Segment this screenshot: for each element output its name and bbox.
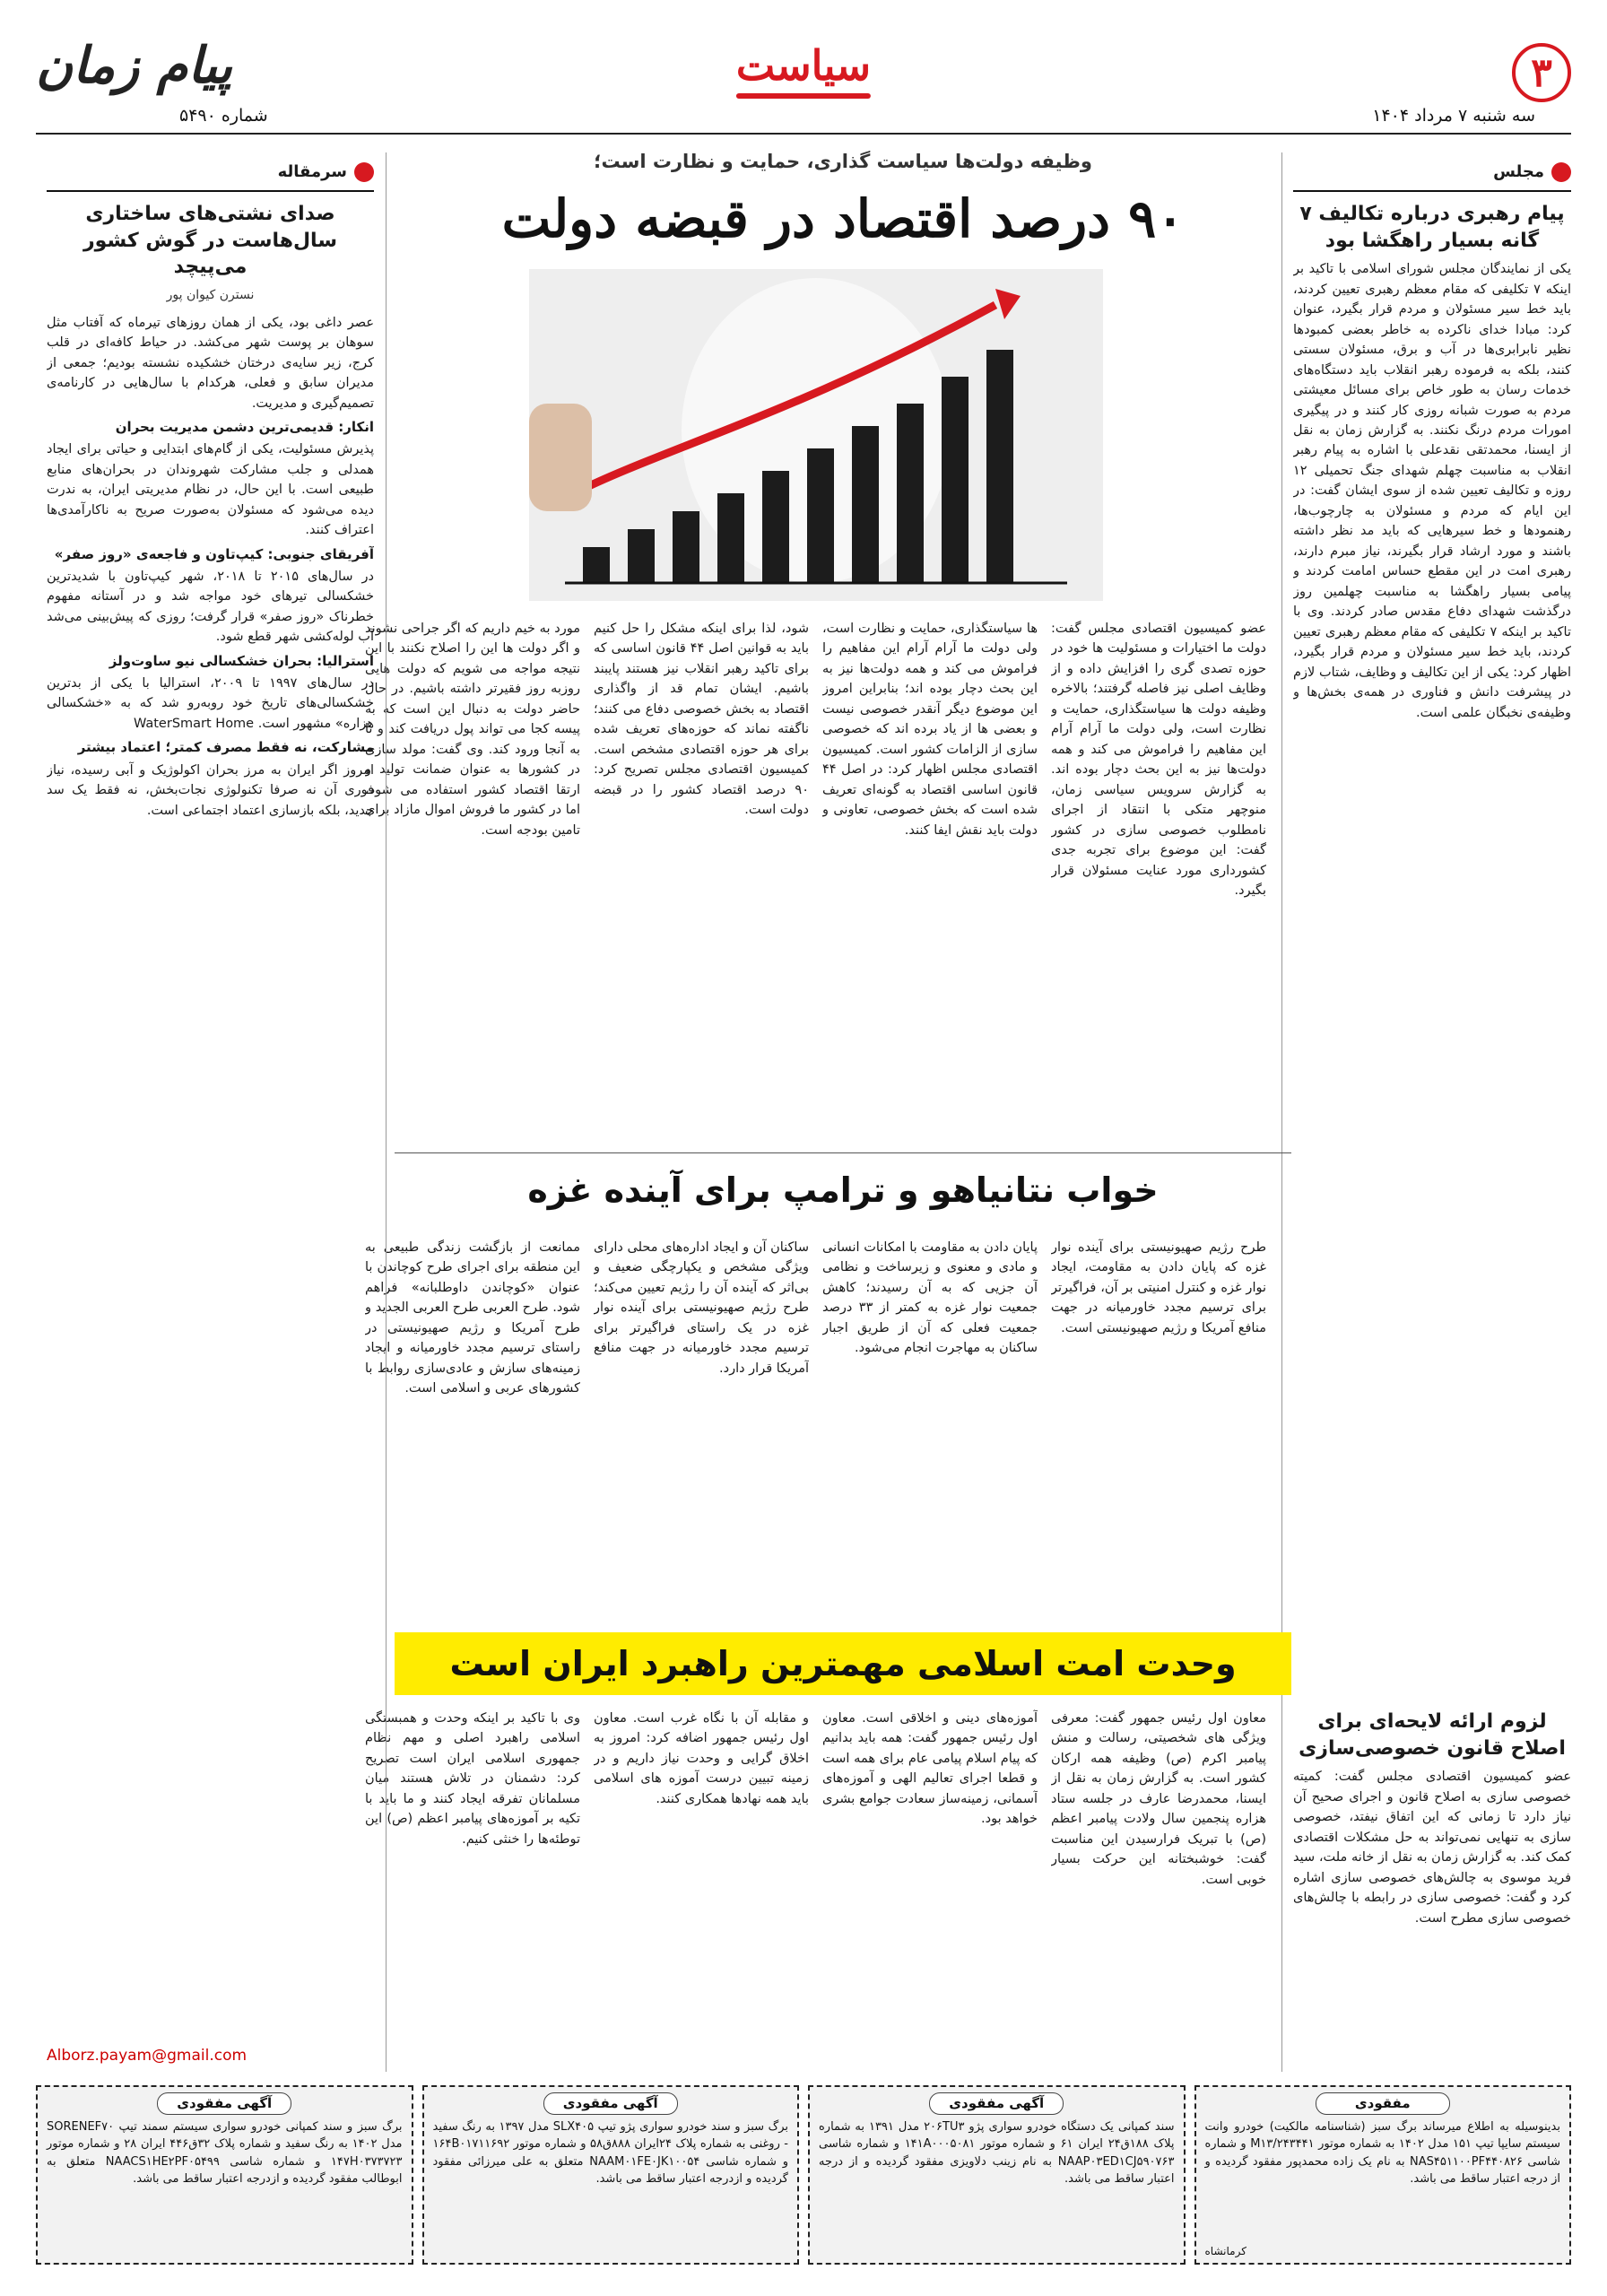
gaza-col1 [1051, 1238, 1266, 1614]
paragraph: طرح رژیم صهیونیستی برای آینده نوار غزه که پایان دادن به مقاومت، ایجاد نوار غزه و کنترل امنیتی بر آن، فراگیرتر برای ترسیم مجدد خاورمیانه در جهت منافع آمریکا و رژیم صهیونیستی است. [1051, 1240, 1266, 1335]
gaza-col4 [365, 1238, 580, 1614]
section-rule [395, 1152, 1291, 1153]
article-title: لزوم ارائه لایحه‌ای برای اصلاح قانون خصوصی‌سازی [1299, 1710, 1566, 1760]
main-story-col4 [365, 619, 580, 1121]
gaza-col2 [822, 1238, 1038, 1614]
unity-col1 [1051, 1709, 1266, 2067]
ad-text: برگ سبز و سند کمپانی خودرو سواری سیستم سمند تیپ SORENEF۷۰ مدل ۱۴۰۲ به رنگ سفید و شماره پلاک ۳۲ق۴۴۶ ایران ۲۸ و شماره موتور ۱۴۷H۰۳۷۳۷۲۳ و شماره شاسی NAACS۱HE۲PF۰۵۴۹۹ متعلق به ابوطالب مفقود گردیده و ازدرجه اعتبار ساقط می باشد. [47, 2119, 403, 2186]
paragraph: آموزه‌های دینی و اخلاقی است. معاون اول رئیس جمهور گفت: همه باید بدانیم که پیام اسلام پیامی عام برای همه است و قطعا اجرای تعالیم الهی و آموزه‌های آسمانی، زمینه‌ساز سعادت جوامع بشری خواهد بود. [822, 1711, 1038, 1827]
contact-email-link[interactable]: Alborz.payam@gmail.com [47, 2047, 248, 2065]
section-title: سیاست [736, 41, 871, 99]
ad-text: سند کمپانی یک دستگاه خودرو سواری پژو ۲۰۶TU۳ مدل ۱۳۹۱ به شماره پلاک ۱۸۸ق۲۴ ایران ۶۱ و شماره موتور ۱۴۱A۰۰۰۵۰۸۱ و شماره شاسی NAAP۰۳ED۱CJ۵۹۰۷۶۳ به نام زینب دلاویزی مفقود گردیده و از درجه اعتبار ساقط می باشد. [819, 2119, 1175, 2186]
main-story-col3 [594, 619, 809, 1121]
tag-label: سرمقاله [277, 162, 347, 181]
paragraph: پذیرش مسئولیت، یکی از گام‌های ابتدایی و حیاتی برای ایجاد همدلی و جلب مشارکت شهروندان در بحران‌های منابع طبیعی است. با این حال، در نظام مدیریتی ایران، به ندرت دیده می‌شود که مسئولان به‌صورت صریح به ناکارآمدی‌ها اعتراف کنند. [47, 442, 374, 538]
ad-title: آگهی مفقودی [929, 2092, 1064, 2115]
unity-col4 [365, 1709, 580, 2067]
classified-ad [808, 2085, 1186, 2265]
subheading: آفریقای جنوبی: کیپ‌تاون و فاجعه‌ی «روز صفر» [54, 545, 374, 562]
editorial-column [47, 160, 374, 2039]
paragraph: عصر داغی بود، یکی از همان روزهای تیرماه که آفتاب مثل سوهان بر پوست شهر می‌کشد. در حیاط کافه‌ای در قلب کرج، زیر سایه‌ی درختان خشکیده نشسته بودیم؛ جمعی از مدیران سابق و فعلی، هرکدام با سال‌هایی در کارنامه‌ی تصمیم‌گیری و مدیریت. [47, 315, 374, 411]
article-body: یکی از نمایندگان مجلس شورای اسلامی با تاکید بر اینکه ۷ تکلیفی که مقام معظم رهبری تعیین کردند، باید خط سیر مسئولان و مردم قرار بگیرد، عنوان کرد: مبادا خدای ناکرده به خاطر بعضی کمبودها نظیر نابرابری‌ها در آب و برق، مسئولان سستی کنند، بلکه به فرموده رهبر انقلاب باید دستگاه‌های خدمات رسان به طور خاص برای مسائل معیشتی مردم به صورت شبانه روزی کار کنند و در پیگیری امورات مردم درنگ نکنند. به گزارش زمان به نقل از ایسنا، محمدتقی نقدعلی با اشاره به پیام رهبر انقلاب به مناسبت چهلم شهدای جنگ تحمیلی ۱۲ روزه و تکالیف تعیین شده از سوی ایشان گفت: در این ایام که مردم و مسئولان به چارچوب‌ها، رهنمودها و خط سیرهایی که باید مد نظر داشته باشند و مورد ارشاد قرار بگیرند، نیاز مبرم دارند، رهبری امت در این مقطع حساس امامت کردند و پیامی بسیار راهگشا به مناسبت چهلمین روز درگذشت شهدای دفاع مقدس صادر کردند. وی با تاکید بر اینکه ۷ تکلیفی که مقام معظم رهبری تعیین کردند، باید خط سیر مسئولان و مردم قرار بگیرد، اظهار کرد: یکی از این تکالیف و وظایف، شتاب لازم در پیشرفت دانش و فناوری در همه‌ی بخش‌ها و وظیفه‌ی نخبگان علمی است. [1293, 262, 1571, 720]
paragraph: در سال‌های ۱۹۹۷ تا ۲۰۰۹، استرالیا با یکی از بدترین خشکسالی‌های تاریخ خود روبه‌رو شد که به «خشکسالی هزاره» مشهور است. WaterSmart Home [47, 675, 374, 731]
issue-number: شماره ۵۴۹۰ [179, 106, 268, 126]
main-story-col2 [822, 619, 1038, 1121]
subheading: مشارکت، نه فقط مصرف کمتر؛ اعتماد بیشتر [77, 739, 374, 756]
ad-title: آگهی مفقودی [543, 2092, 678, 2115]
unity-banner-headline: وحدت امت اسلامی مهمترین راهبرد ایران است [395, 1632, 1291, 1695]
classified-ad [36, 2085, 413, 2265]
unity-col3 [594, 1709, 809, 2067]
article-title: پیام رهبری درباره تکالیف ۷ گانه بسیار راهگشا بود [1299, 202, 1565, 252]
paragraph: امروز اگر ایران به مرز بحران اکولوژیک و آبی رسیده، نیاز فوری آن نه صرفا تکنولوژی نجات‌بخش، نه فقط یک سد جدید، بلکه بازسازی اعتماد اجتماعی است. [47, 762, 374, 818]
ad-text: برگ سبز و سند خودرو سواری پژو تیپ SLX۴۰۵ مدل ۱۳۹۷ به رنگ سفید - روغنی به شماره پلاک ۲۴ایران ۸۸۸ق۵۸ و شماره موتور ۱۶۴B۰۱۷۱۱۶۹۲ و شماره شاسی NAAM۰۱FE۰JK۱۰۰۵۴ متعلق به علی میرزائی مفقود گردیده و ازدرجه اعتبار ساقط می باشد. [432, 2119, 788, 2186]
paragraph: معاون اول رئیس جمهور گفت: معرفی ویژگی های شخصیتی، رسالت و منش پیامبر اکرم (ص) وظیفه همه ارکان کشور است. به گزارش زمان به نقل از ایسنا، محمدرضا عارف در جلسه ستاد هزاره پنجمین سال ولادت پیامبر اعظم (ص) با تبریک فرارسیدن این مناسبت گفت: خوشبختانه این حرکت بسیار خوبی است. [1051, 1711, 1266, 1887]
classified-ad [1194, 2085, 1572, 2265]
bullet-icon [354, 162, 374, 182]
column-divider [386, 152, 387, 2072]
paragraph: شود، لذا برای اینکه مشکل را حل کنیم باید به قوانین اصل ۴۴ قانون اساسی که برای تاکید رهبر انقلاب نیز هستند پایبند باشیم. ایشان تمام قد از واگذاری اقتصاد به بخش خصوصی دفاع می کنند؛ ناگفته نماند که حوزه‌های تعریف شده برای هر حوزه اقتصادی مشخص است. کمیسیون اقتصادی مجلس تصریح کرد: ۹۰ درصد اقتصاد کشور را در قبضه دولت است. [594, 622, 809, 818]
ad-title: مفقودی [1316, 2092, 1450, 2115]
gaza-headline: خواب نتانیاهو و ترامپ برای آینده غزه [527, 1170, 1159, 1210]
main-headline: ۹۰ درصد اقتصاد در قبضه دولت [501, 188, 1185, 249]
subheading: استرالیا: بحران خشکسالی نیو ساوت‌ولز [109, 652, 374, 669]
editorial-title: صدای نشتی‌های ساختاری سال‌هاست در گوش کشور می‌پیچد [83, 202, 337, 279]
tag-label: مجلس [1493, 162, 1544, 181]
gaza-col3 [594, 1238, 809, 1614]
right-column-bottom [1293, 1709, 1571, 2067]
paragraph: و مقابله آن با نگاه غرب است. معاون اول رئیس جمهور اضافه کرد: امروز به اخلاق گرایی و وحدت نیاز داریم و در زمینه تبیین درست آموزه های اسلامی باید همه نهادها همکاری کنند. [594, 1711, 809, 1806]
issue-date: سه شنبه ۷ مرداد ۱۴۰۴ [1372, 106, 1535, 126]
right-column [1293, 160, 1571, 1846]
paragraph: وی با تاکید بر اینکه وحدت و همبستگی اسلامی راهبرد اصلی و مهم نظام جمهوری اسلامی ایران است تصریح کرد: دشمنان در تلاش هستند میان مسلمانان تفرقه ایجاد کنند و ما باید با تکیه بر آموزه‌های پیامبر اعظم (ص) این توطئه‌ها را خنثی کنیم. [365, 1711, 580, 1847]
subheading: انکار: قدیمی‌ترین دشمن مدیریت بحران [115, 418, 374, 435]
main-story-col1 [1051, 619, 1266, 1121]
header-rule [36, 133, 1571, 135]
paragraph: پایان دادن به مقاومت با امکانات انسانی و مادی و معنوی و زیرساخت و نظامی آن جزیی که به آن رسیدند؛ کاهش جمعیت نوار غزه به کمتر از ۳۳ درصد جمعیت فعلی که آن از طریق اجبار ساکنان به مهاجرت انجام می‌شود. [822, 1240, 1038, 1356]
paragraph: ها سیاستگذاری، حمایت و نظارت است، ولی دولت ما آرام آرام این مفاهیم را فراموش می کند و همه دولت‌ها نیز به این بحث دچار بوده اند؛ بنابراین امروز این موضوع دیگر آنقدر خصوصی نیست و بعضی ها از یاد برده اند که خصوصی سازی از الزامات کشور است. کمیسیون اقتصادی مجلس اظهار کرد: در اصل ۴۴ قانون اساسی اقتصاد به گونه‌ای تعریف شده است که بخش خصوصی، تعاونی و دولت باید نقش ایفا کنند. [822, 622, 1038, 838]
paragraph: ممانعت از بازگشت زندگی طبیعی به این منطقه برای اجرای طرح کوچاندن با عنوان «کوچاندن داوطلبانه» فراهم شود. طرح العربی طرح العربی الجدید و طرح آمریکا و رژیم صهیونیستی در راستای ترسیم مجدد خاورمیانه و ایجاد زمینه‌های سازش و عادی‌سازی روابط با کشورهای عربی و اسلامی است. [365, 1240, 580, 1396]
brand-logo: پیام زمان [36, 36, 232, 95]
ad-text: بدینوسیله به اطلاع میرساند برگ سبز (شناسنامه مالکیت) خودرو وانت سیستم سایپا تیپ ۱۵۱ مدل ۱۴۰۲ به شماره موتور M۱۳/۲۴۳۴۴۱ و شماره شاسی NAS۴۵۱۱۰۰PF۴۴۰۸۲۶ به نام یک زاده محمدپور مفقود گردیده و از درجه اعتبار ساقط می باشد. [1204, 2119, 1560, 2186]
author-byline: نسترن کیوان پور [166, 287, 255, 302]
paragraph: مورد به خیم داریم که اگر جراحی نشوند و اگر دولت ها این را اصلاح نکنند با این نتیجه مواجه می شویم که دولت هایی روزبه روز فقیرتر داشته باشیم. در حال حاضر دولت به دنبال این است که به پیسه کجا می تواند پول دریافت کند و تا به آنجا ورود کند. وی گفت: مولد سازی در کشورها به عنوان ضمانت تولید و ارتقا اقتصاد کشور استفاده می شود، اما در کشور ما فروش اموال مازاد برای تامین بودجه است. [365, 622, 580, 838]
bullet-icon [1551, 162, 1571, 182]
growth-chart-photo [529, 269, 1103, 601]
section-tag [47, 160, 374, 192]
column-divider [1281, 152, 1282, 2072]
unity-col2 [822, 1709, 1038, 2067]
paragraph: ساکنان آن و ایجاد اداره‌های محلی دارای ویژگی مشخص و یکپارچگی ضعیف و بی‌اثر که آینده آن را رژیم تعیین می‌کند؛ طرح رژیم صهیونیستی برای آینده نوار غزه در یک راستای فراگیرتر برای ترسیم مجدد خاورمیانه در جهت منافع آمریکا قرار دارد. [594, 1240, 809, 1376]
article-body: عضو کمیسیون اقتصادی مجلس گفت: کمیته خصوصی سازی به اصلاح قانون و اجرای صحیح آن نیاز دارد تا زمانی که این اتفاق نیفتد، خصوصی سازی به تنهایی نمی‌تواند به حل مشکلات اقتصادی کمک کند. به گزارش زمان به نقل از خانه ملت، سید فرید موسوی به چالش‌های خصوصی سازی اشاره کرد و گفت: خصوصی سازی در رابطه با چالش‌های خصوصی سازی مطرح است. [1293, 1770, 1571, 1926]
section-tag [1293, 160, 1571, 192]
ad-title: آگهی مفقودی [157, 2092, 291, 2115]
page-number: ۳ [1512, 43, 1571, 102]
paragraph: عضو کمیسیون اقتصادی مجلس گفت: دولت ما اختیارات و مسئولیت ها خود در حوزه تصدی گری را افزایش داده و از وظایف اصلی نیز فاصله گرفتند؛ بالاخره وظیفه دولت ها سیاستگذاری، حمایت و نظارت است، ولی دولت ما آرام آرام این مفاهیم را فراموش می کند و همه دولت‌ها نیز به این بحث دچار بوده اند. به گزارش سرویس سیاسی زمان، منوچهر متکی با انتقاد از اجرای نامطلوب خصوصی سازی در کشور گفت: این موضوع برای تجربه جدی کشورداری مورد عنایت مسئولان قرار بگیرد. [1051, 622, 1266, 899]
paragraph: در سال‌های ۲۰۱۵ تا ۲۰۱۸، شهر کیپ‌تاون با شدیدترین خشکسالی تیرهای خود مواجه شد و در آستانه مفهوم خطرناک «روز صفر» قرار گرفت؛ روزی که پیش‌بینی می‌شد آب لوله‌کشی شهر قطع شود. [47, 569, 374, 645]
ad-location: کرمانشاه [1204, 2245, 1247, 2257]
rising-bars-illustration [529, 269, 1103, 601]
main-kicker: وظیفه دولت‌ها سیاست گذاری، حمایت و نظارت است؛ [594, 151, 1092, 172]
classified-ads [36, 2085, 1571, 2265]
classified-ad [422, 2085, 800, 2265]
